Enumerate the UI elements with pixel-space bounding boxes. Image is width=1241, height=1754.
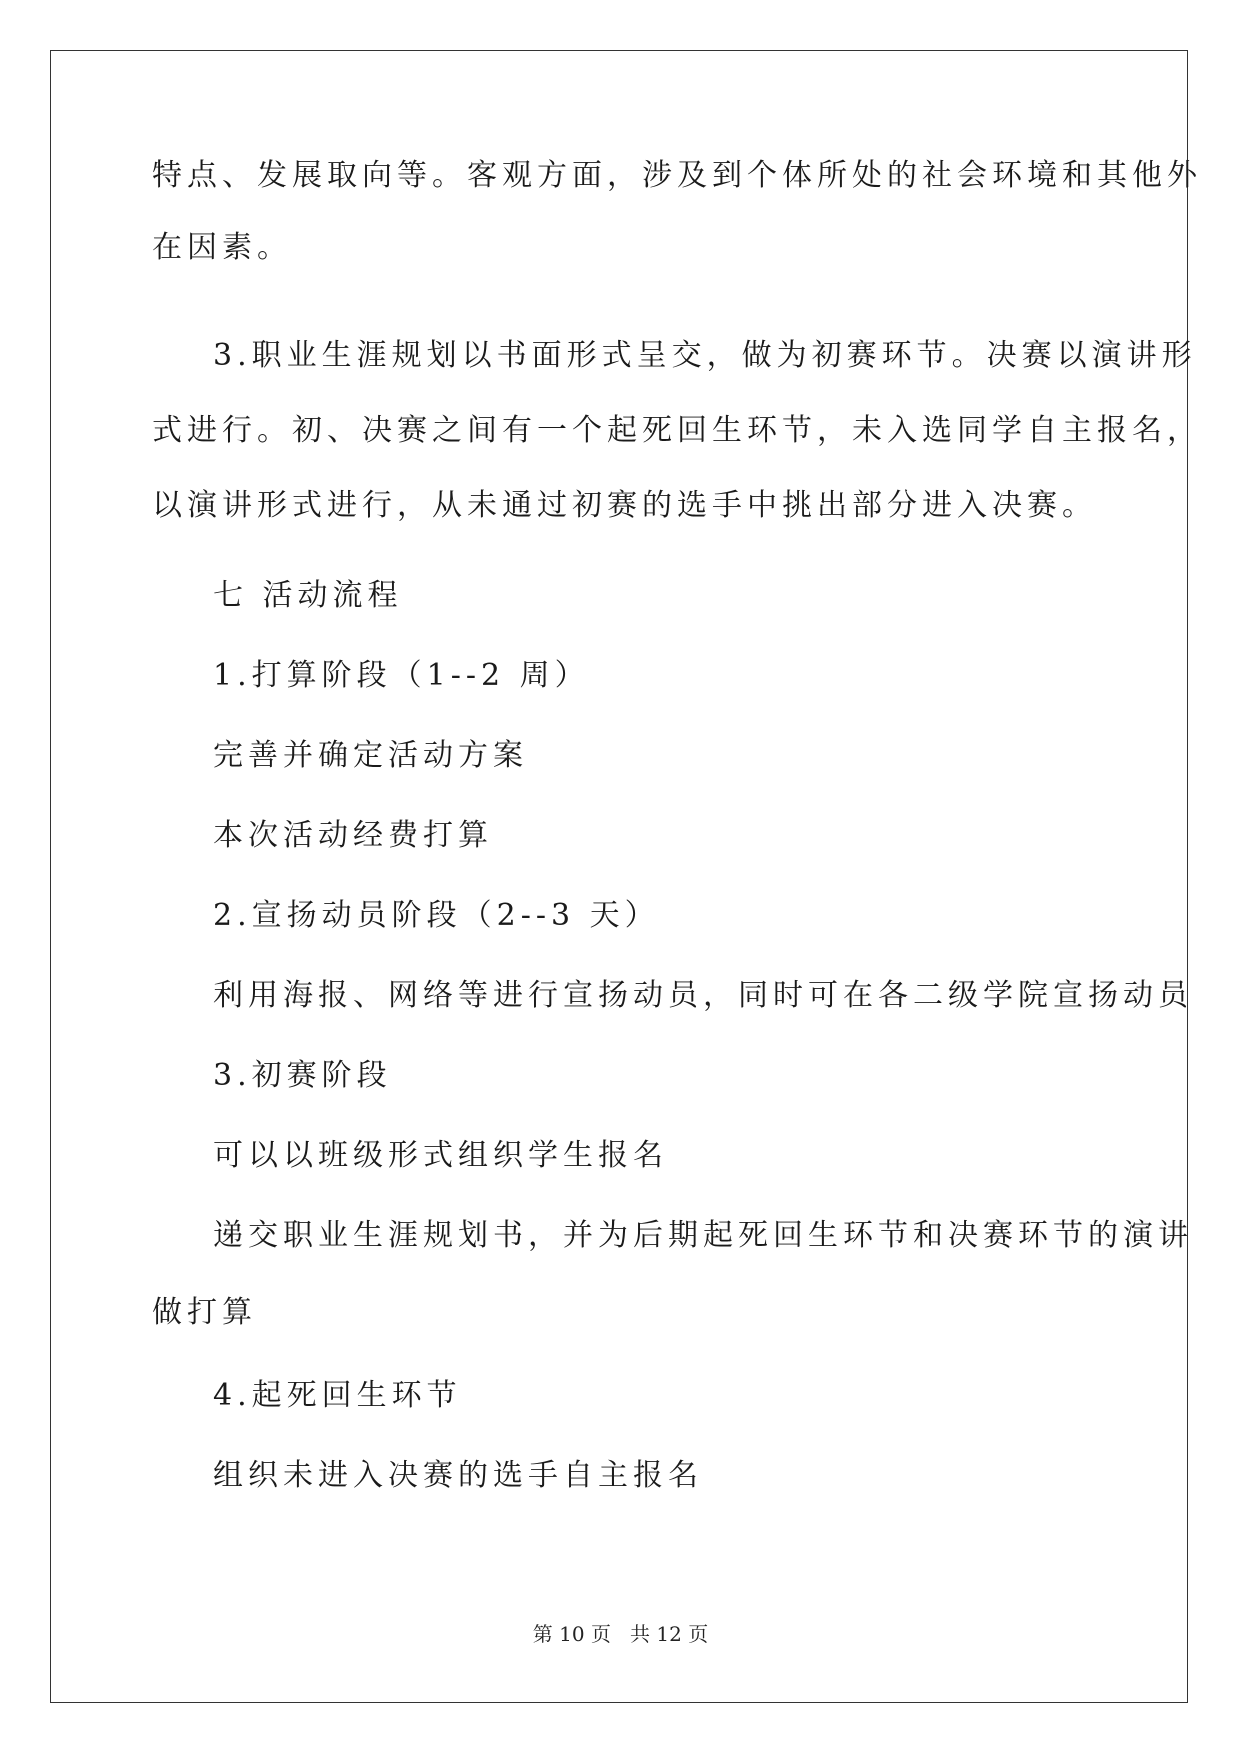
paragraph-line: 3.职业生涯规划以书面形式呈交，做为初赛环节。决赛以演讲形: [213, 338, 1197, 373]
paragraph-line: 特点、发展取向等。客观方面，涉及到个体所处的社会环境和其他外: [152, 158, 1202, 193]
list-item: 1.打算阶段（1--2 周）: [213, 658, 590, 693]
list-item: 完善并确定活动方案: [213, 738, 528, 773]
list-item: 组织未进入决赛的选手自主报名: [213, 1458, 703, 1493]
paragraph-line: 式进行。初、决赛之间有一个起死回生环节，未入选同学自主报名，: [152, 413, 1202, 448]
paragraph-line: 在因素。: [152, 230, 292, 265]
page-number-footer: 第 10 页 共 12 页: [532, 1622, 709, 1646]
paragraph-line: 以演讲形式进行，从未通过初赛的选手中挑出部分进入决赛。: [152, 488, 1097, 523]
list-item: 4.起死回生环节: [213, 1378, 462, 1413]
section-heading: 七 活动流程: [213, 578, 403, 613]
list-item: 可以以班级形式组织学生报名: [213, 1138, 668, 1173]
list-item: 3.初赛阶段: [213, 1058, 392, 1093]
list-item: 利用海报、网络等进行宣扬动员，同时可在各二级学院宣扬动员: [213, 978, 1193, 1013]
list-item: 本次活动经费打算: [213, 818, 493, 853]
list-item: 2.宣扬动员阶段（2--3 天）: [213, 898, 660, 933]
list-item: 递交职业生涯规划书，并为后期起死回生环节和决赛环节的演讲: [213, 1218, 1193, 1253]
list-item-continuation: 做打算: [152, 1295, 257, 1330]
